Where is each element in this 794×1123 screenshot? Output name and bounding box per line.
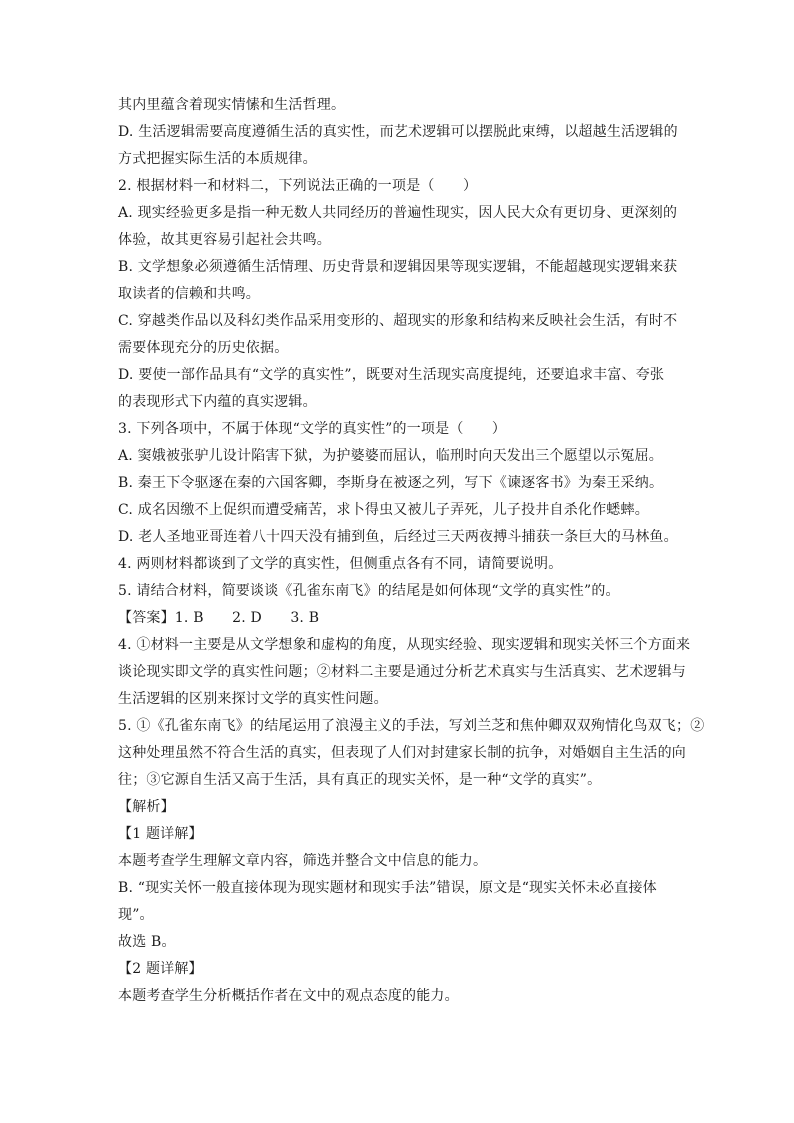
text-line: D. 要使一部作品具有“文学的真实性”，既要对生活现实高度提纯，还要追求丰富、夸张: [118, 367, 665, 383]
text-line: 本题考查学生理解文章内容，筛选并整合文中信息的能力。: [118, 853, 488, 869]
text-line: D. 老人圣地亚哥连着八十四天没有捕到鱼，后经过三天两夜搏斗捕获一条巨大的马林鱼。: [118, 529, 678, 545]
text-line: 生活逻辑的区别来探讨文学的真实性问题。: [118, 691, 388, 707]
text-line: B. 秦王下令驱逐在秦的六国客卿，李斯身在被逐之列，写下《谏逐客书》为秦王采纳。: [118, 475, 664, 491]
text-line: 故选 B。: [118, 934, 176, 950]
text-line: 往；③它源自生活又高于生活，具有真正的现实关怀，是一种“文学的真实”。: [118, 772, 602, 788]
text-line: B. “现实关怀一般直接体现为现实题材和现实手法”错误，原文是“现实关怀未必直接体: [118, 880, 657, 896]
text-line: 其内里蕴含着现实情愫和生活哲理。: [118, 97, 346, 113]
text-line: 5. ①《孔雀东南飞》的结尾运用了浪漫主义的手法，写刘兰芝和焦仲卿双双殉情化鸟双飞；②: [118, 718, 705, 734]
text-line: 需要体现充分的历史依据。: [118, 340, 289, 356]
text-line: 5. 请结合材料，简要谈谈《孔雀东南飞》的结尾是如何体现“文学的真实性”的。: [118, 583, 620, 599]
text-line: 2. 根据材料一和材料二，下列说法正确的一项是（ ）: [118, 178, 478, 194]
text-line: 本题考查学生分析概括作者在文中的观点态度的能力。: [118, 988, 459, 1004]
text-line: 取读者的信赖和共鸣。: [118, 286, 260, 302]
text-line: 体验，故其更容易引起社会共鸣。: [118, 232, 331, 248]
text-line: C. 穿越类作品以及科幻类作品采用变形的、超现实的形象和结构来反映社会生活，有时不: [118, 313, 678, 329]
text-line: B. 文学想象必须遵循生活情理、历史背景和逻辑因果等现实逻辑，不能超越现实逻辑来获: [118, 259, 678, 275]
text-line: A. 窦娥被张驴儿设计陷害下狱，为护婆婆而屈认，临刑时向天发出三个愿望以示冤屈。: [118, 448, 664, 464]
text-line: D. 生活逻辑需要高度遵循生活的真实性，而艺术逻辑可以摆脱此束缚，以超越生活逻辑的: [118, 124, 678, 140]
text-line: 【1 题详解】: [118, 826, 203, 842]
text-line: 谈论现实即文学的真实性问题；②材料二主要是通过分析艺术真实与生活真实、艺术逻辑与: [118, 664, 686, 680]
text-line: 的表现形式下内蕴的真实逻辑。: [118, 394, 317, 410]
text-line: 【2 题详解】: [118, 961, 203, 977]
text-line: C. 成名因缴不上促织而遭受痛苦，求卜得虫又被儿子弄死，儿子投井自杀化作蟋蟀。: [118, 502, 649, 518]
text-line: 现”。: [118, 907, 154, 923]
text-line: 4. 两则材料都谈到了文学的真实性，但侧重点各有不同，请简要说明。: [118, 556, 563, 572]
text-line: 这种处理虽然不符合生活的真实，但表现了人们对封建家长制的抗争，对婚姻自主生活的向: [118, 745, 686, 761]
text-line: 【解析】: [118, 799, 175, 815]
document-body: [118, 92, 705, 1010]
text-line: A. 现实经验更多是指一种无数人共同经历的普遍性现实，因人民大众有更切身、更深刻的: [118, 205, 678, 221]
text-line: 3. 下列各项中，不属于体现“文学的真实性”的一项是（ ）: [118, 421, 507, 437]
text-line: 4. ①材料一主要是从文学想象和虚构的角度，从现实经验、现实逻辑和现实关怀三个方面来: [118, 637, 691, 653]
text-line: 方式把握实际生活的本质规律。: [118, 151, 317, 167]
text-line: 【答案】1. B 2. D 3. B: [118, 610, 320, 626]
